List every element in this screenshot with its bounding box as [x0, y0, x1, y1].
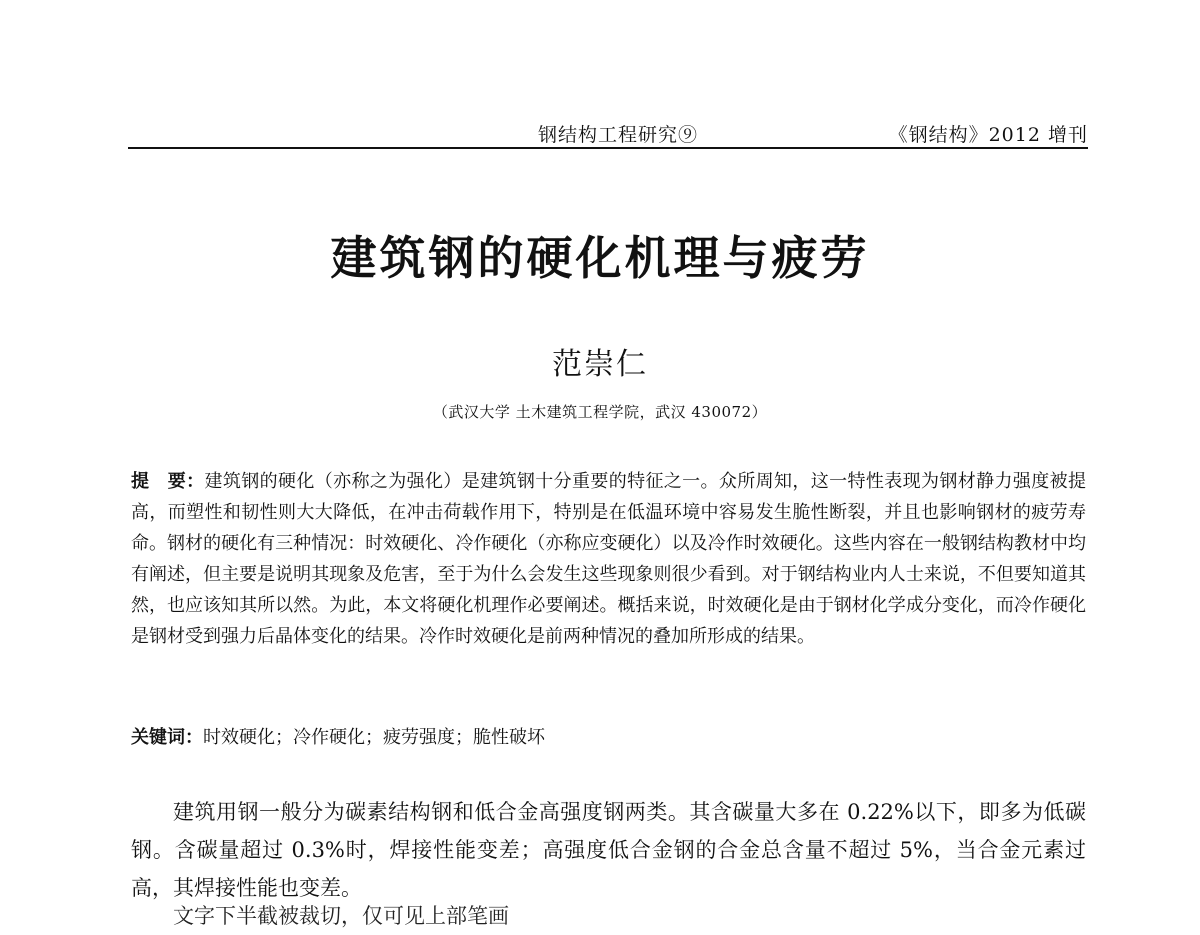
author-affiliation: （武汉大学 土木建筑工程学院，武汉 430072） — [432, 403, 768, 421]
keywords — [131, 722, 1086, 753]
cut-off-paragraph-text: 文字下半截被裁切，仅可见上部笔画 — [173, 904, 509, 928]
author-name: 范崇仁 — [552, 347, 648, 382]
paper-title: 建筑钢的硬化机理与疲劳 — [330, 231, 870, 285]
journal-series-label: 钢结构工程研究⑨ — [538, 124, 699, 146]
cut-off-paragraph — [131, 897, 1086, 928]
keywords-label: 关键词： — [131, 727, 203, 748]
abstract-label: 提 要： — [131, 471, 205, 492]
abstract-text: 建筑钢的硬化（亦称之为强化）是建筑钢十分重要的特征之一。众所周知，这一特性表现为钢材静力强度被提高，而塑性和韧性则大大降低，在冲击荷载作用下，特别是在低温环境中容易发生脆性断裂，并且也影响钢材的疲劳寿命。钢材的硬化有三种情况：时效硬化、冷作硬化（亦称应变硬化）以及冷作时效硬化。这些内容在一般钢结构教材中均有阐述，但主要是说明其现象及危害，至于为什么会发生这些现象则很少看到。对于钢结构业内人士来说，不但要知道其然，也应该知其所以然。为此，本文将硬化机理作必要阐述。概括来说，时效硬化是由于钢材化学成分变化，而冷作硬化是钢材受到强力后晶体变化的结果。冷作时效硬化是前两种情况的叠加所形成的结果。 — [131, 471, 1087, 647]
header-rule — [128, 147, 1088, 149]
body-paragraph: 建筑用钢一般分为碳素结构钢和低合金高强度钢两类。其含碳量大多在 0.22%以下，即多为低碳钢。含碳量超过 0.3%时，焊接性能变差；高强度低合金钢的合金总含量不超过 5%，当合金元素过高，其焊接性能也变差。 — [131, 800, 1086, 900]
keywords-text: 时效硬化；冷作硬化；疲劳强度；脆性破坏 — [203, 727, 545, 748]
abstract — [131, 466, 1086, 652]
journal-issue-label: 《钢结构》2012 增刊 — [888, 124, 1088, 146]
running-header — [128, 116, 1088, 146]
